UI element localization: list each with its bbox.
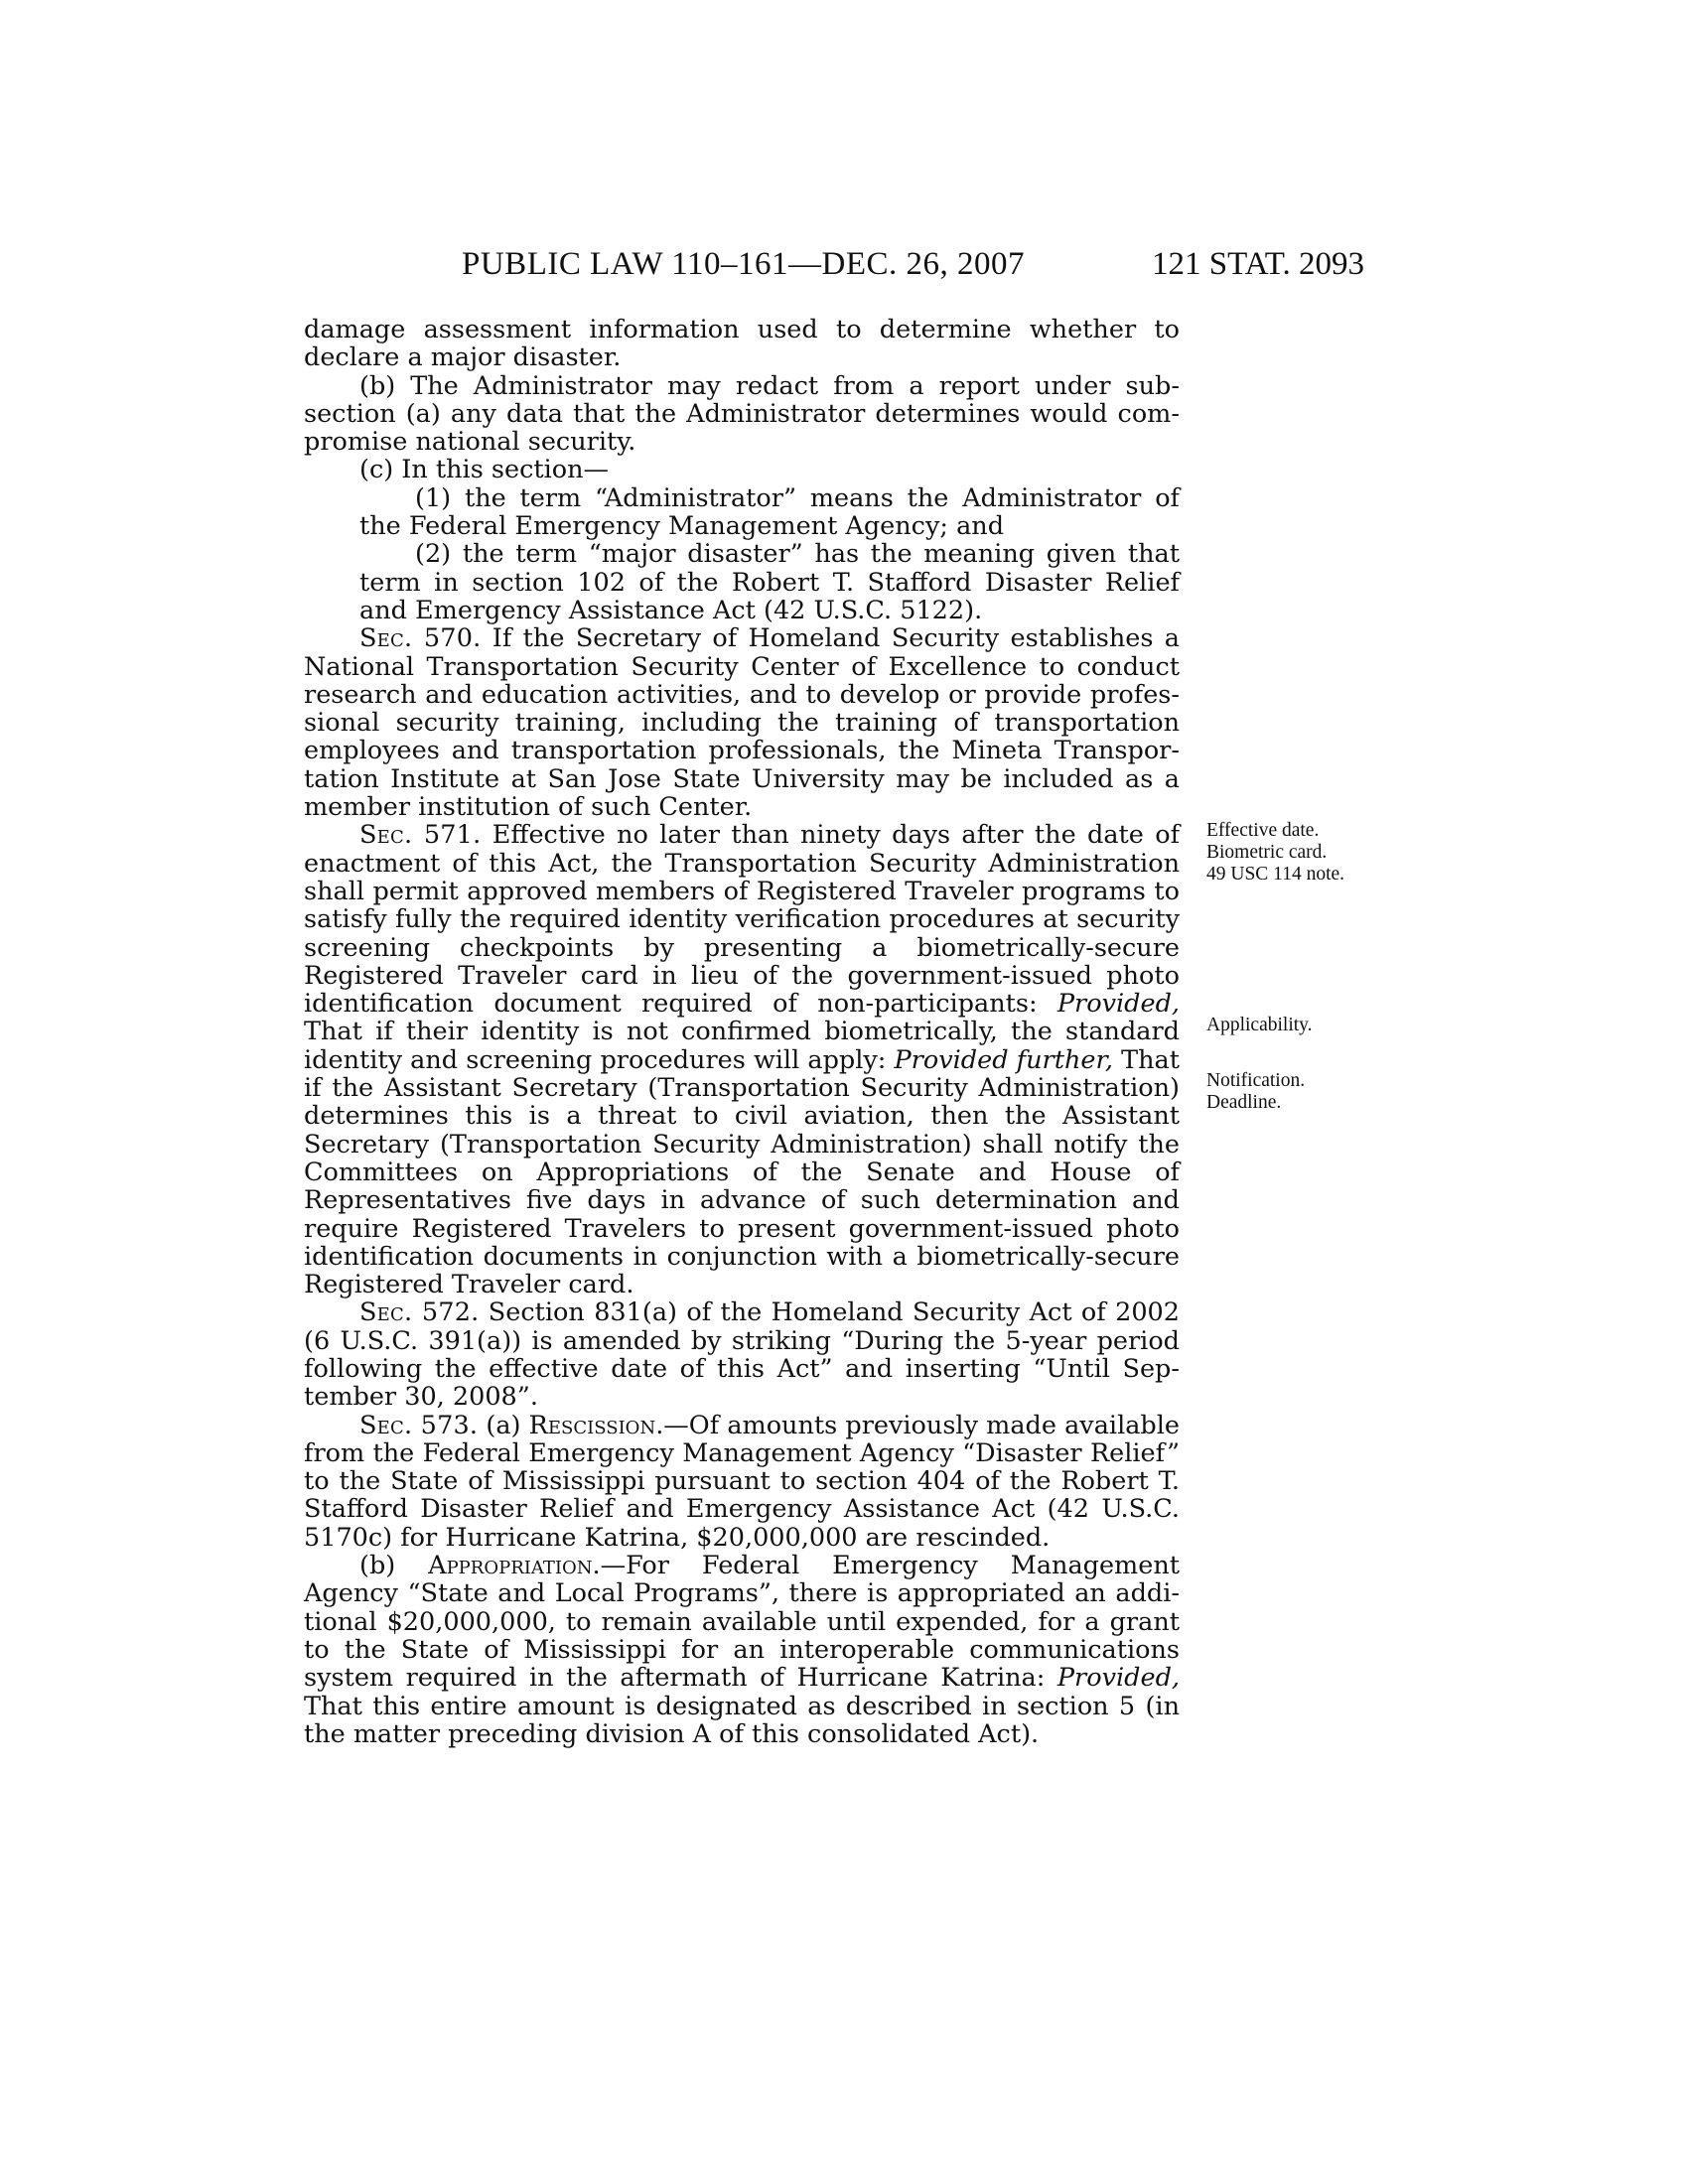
section-573-b-text-b: That this entire amount is designated as described in section 5 (in the matter preceding division A of this consolidated Act). — [304, 1691, 1180, 1749]
paragraph-2: (2) the term “major disaster” has the meaning given that term in section 102 of the Robert T. Stafford Disaster Relief and Emergency Assistance Act (42 U.S.C. 5122). — [359, 539, 1180, 625]
section-570-text: If the Secretary of Homeland Security establishes a National Transportation Security Center of Excellence to conduct research and education activities, and to develop or provide professional security training, including the training of transportation employees and transportation professionals, the Mineta Transportation Institute at San Jose State University may be included as a member institution of such Center. — [304, 623, 1180, 823]
margin-note-line: 49 USC 114 note. — [1206, 864, 1345, 885]
section-573-b — [304, 1552, 1180, 1748]
section-570 — [304, 624, 1180, 821]
statute-page-number: 121 STAT. 2093 — [1152, 246, 1365, 282]
subsection-c: (c) In this section— — [359, 455, 610, 485]
section-571-provided-further: Provided further, — [894, 1044, 1113, 1075]
section-571-text-b: That if their identity is not confirmed biometrically, the standard identity and screening procedures will apply: — [304, 1017, 1180, 1075]
section-571-label: Sec. 571. — [359, 820, 482, 851]
margin-note-effective-date — [1206, 820, 1405, 886]
section-572-label: Sec. 572. — [359, 1297, 480, 1328]
section-573-b-provided: Provided, — [1056, 1663, 1180, 1694]
section-573-b-prefix: (b) — [359, 1551, 429, 1581]
subsection-b: (b) The Administrator may redact from a report under subsection (a) any data that the Administrator determines would compromise national security. — [304, 370, 1180, 458]
section-571-text-a: Effective no later than ninety days after the date of enactment of this Act, the Transportation Security Administration shall permit approved members of Registered Traveler programs to satisfy fully the required identity verification procedures at security screening checkpoints by presenting a biometrically-secure Registered Traveler card in lieu of the government-issued photo identification document required of non-participants: — [304, 820, 1181, 1020]
section-573-a-prefix: (a) — [478, 1410, 529, 1440]
section-571-provided: Provided, — [1056, 989, 1180, 1020]
margin-note-line: Applicability. — [1206, 1015, 1313, 1035]
section-572-text: Section 831(a) of the Homeland Security Act of 2002 (6 U.S.C. 391(a)) is amended by striking “During the 5-year period following the effective date of this Act” and inserting “Until September 30, 2008”. — [304, 1297, 1180, 1413]
margin-note-applicability — [1206, 1015, 1405, 1036]
section-573-a-text: .—Of amounts previously made available from the Federal Emergency Management Agency “Disaster Relief” to the State of Mississippi pursuant to section 404 of the Robert T. Stafford Disaster Relief and Emergency Assistance Act (42 U.S.C. 5170c) for Hurricane Katrina, $20,000,000 are rescinded. — [304, 1410, 1181, 1553]
margin-note-line: Notification. — [1206, 1070, 1306, 1091]
paragraph-1: (1) the term “Administrator” means the Administrator of the Federal Emergency Management Agency; and — [359, 482, 1180, 542]
section-570-label: Sec. 570. — [359, 623, 482, 654]
margin-note-notification — [1206, 1070, 1405, 1114]
page-header — [0, 246, 1688, 286]
section-573-a-heading: Rescission — [528, 1410, 656, 1440]
margin-note-line: Deadline. — [1206, 1092, 1282, 1113]
margin-note-line: Effective date. — [1206, 820, 1320, 841]
section-573-a — [304, 1412, 1180, 1552]
margin-note-line: Biometric card. — [1206, 842, 1328, 863]
document-body — [304, 316, 1180, 1748]
section-571 — [304, 821, 1180, 1298]
section-571-text-c: That if the Assistant Secretary (Transportation Security Administration) determines this is a threat to civil aviation, then the Assistant Secretary (Transportation Security Administration) shall notify the Committees on Appropriations of the Senate and House of Representatives five days in advance of such determination and require Registered Travelers to present government-issued photo identification documents in conjunction with a biometrically-secure Registered Traveler card. — [304, 1044, 1180, 1300]
paragraph-continuation: damage assessment information used to determine whether to declare a major disaster. — [304, 315, 1180, 373]
section-573-b-text-a: .—For Federal Emergency Management Agency “State and Local Programs”, there is appropriated an additional $20,000,000, to remain available until expended, for a grant to the State of Mississippi for an interoperable communications system required in the aftermath of Hurricane Katrina: — [304, 1551, 1181, 1694]
running-head-title: PUBLIC LAW 110–161—DEC. 26, 2007 — [462, 246, 1026, 282]
section-573-label: Sec. 573. — [359, 1410, 479, 1440]
section-572 — [304, 1298, 1180, 1411]
section-573-b-heading: Appropriation — [428, 1551, 593, 1581]
